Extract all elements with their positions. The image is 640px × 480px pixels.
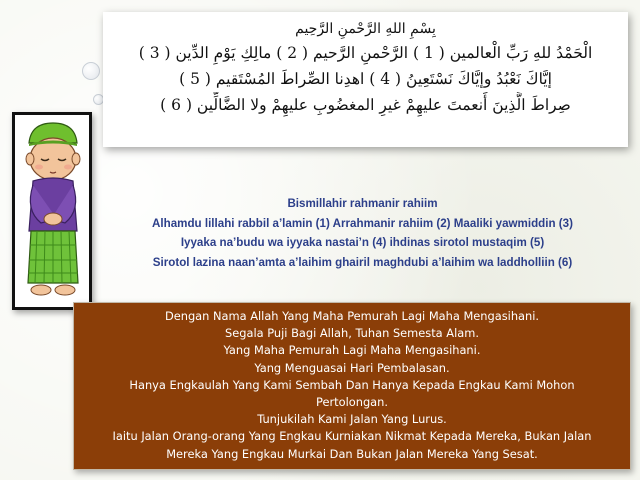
transliteration-line-1: Bismillahir rahmanir rahiim: [287, 197, 438, 210]
arabic-verse-panel: [103, 12, 628, 147]
transliteration-line-2: Alhamdu lillahi rabbil a’lamin (1) Arrahmanir rahiim (2) Maaliki yawmiddin (3): [152, 216, 573, 230]
transliteration-block: [110, 194, 615, 272]
transliteration-line-3: Iyyaka na’budu wa iyyaka nastai’n (4) ihdinas sirotol mustaqim (5): [180, 236, 545, 249]
translation-panel: [73, 302, 631, 470]
translation-line-1: Dengan Nama Allah Yang Maha Pemurah Lagi Maha Mengasihani.: [164, 309, 540, 323]
arabic-verse-line-1-3: الْحَمْدُ للهِ رَبِّ الْعالمين ( 1 ) الرَّحْمنِ الرَّحيم ( 2 ) مالِكِ يَوْمِ الدِّين ( 3 ): [138, 44, 593, 62]
translation-line-9: Mereka Yang Engkau Murkai Dan Bukan Jalan Mereka Yang Sesat.: [166, 446, 538, 461]
translation-line-6: Pertolongan.: [316, 395, 388, 410]
arabic-verse-line-6: صِراطَ الَّذِينَ أَنعمتَ عليهِمْ غيرِ المغضُوبِ عليهِمْ ولا الضَّالِّين ( 6 ): [160, 96, 571, 114]
translation-line-8: Iaitu Jalan Orang-orang Yang Engkau Kurniakan Nikmat Kepada Mereka, Bukan Jalan: [112, 429, 592, 444]
translation-line-5: Hanya Engkaulah Yang Kami Sembah Dan Hanya Kepada Engkau Kami Mohon: [129, 377, 575, 392]
arabic-basmalah: بِسْمِ اللهِ الرَّحْمنِ الرَّحِيم: [295, 21, 436, 37]
praying-boy-illustration: [15, 115, 89, 307]
translation-line-2: Segala Puji Bagi Allah, Tuhan Semesta Alam.: [225, 326, 479, 341]
transliteration-line-4: Sirotol lazina naan’amta a’laihim ghairil maghdubi a’laihim wa laddholliin (6): [152, 255, 573, 269]
translation-line-7: Tunjukilah Kami Jalan Yang Lurus.: [257, 412, 447, 427]
translation-line-3: Yang Maha Pemurah Lagi Maha Mengasihani.: [223, 343, 481, 358]
character-frame: [12, 112, 92, 310]
bubble-large-decoration: [82, 62, 100, 80]
arabic-verse-line-4-5: إيَّاكَ نَعْبُدُ وإيَّاكَ نَسْتَعِينُ ( 4 ) اهدِنا الصِّراطَ المُسْتَقيم ( 5 ): [179, 70, 552, 88]
translation-line-4: Yang Menguasai Hari Pembalasan.: [254, 360, 450, 375]
